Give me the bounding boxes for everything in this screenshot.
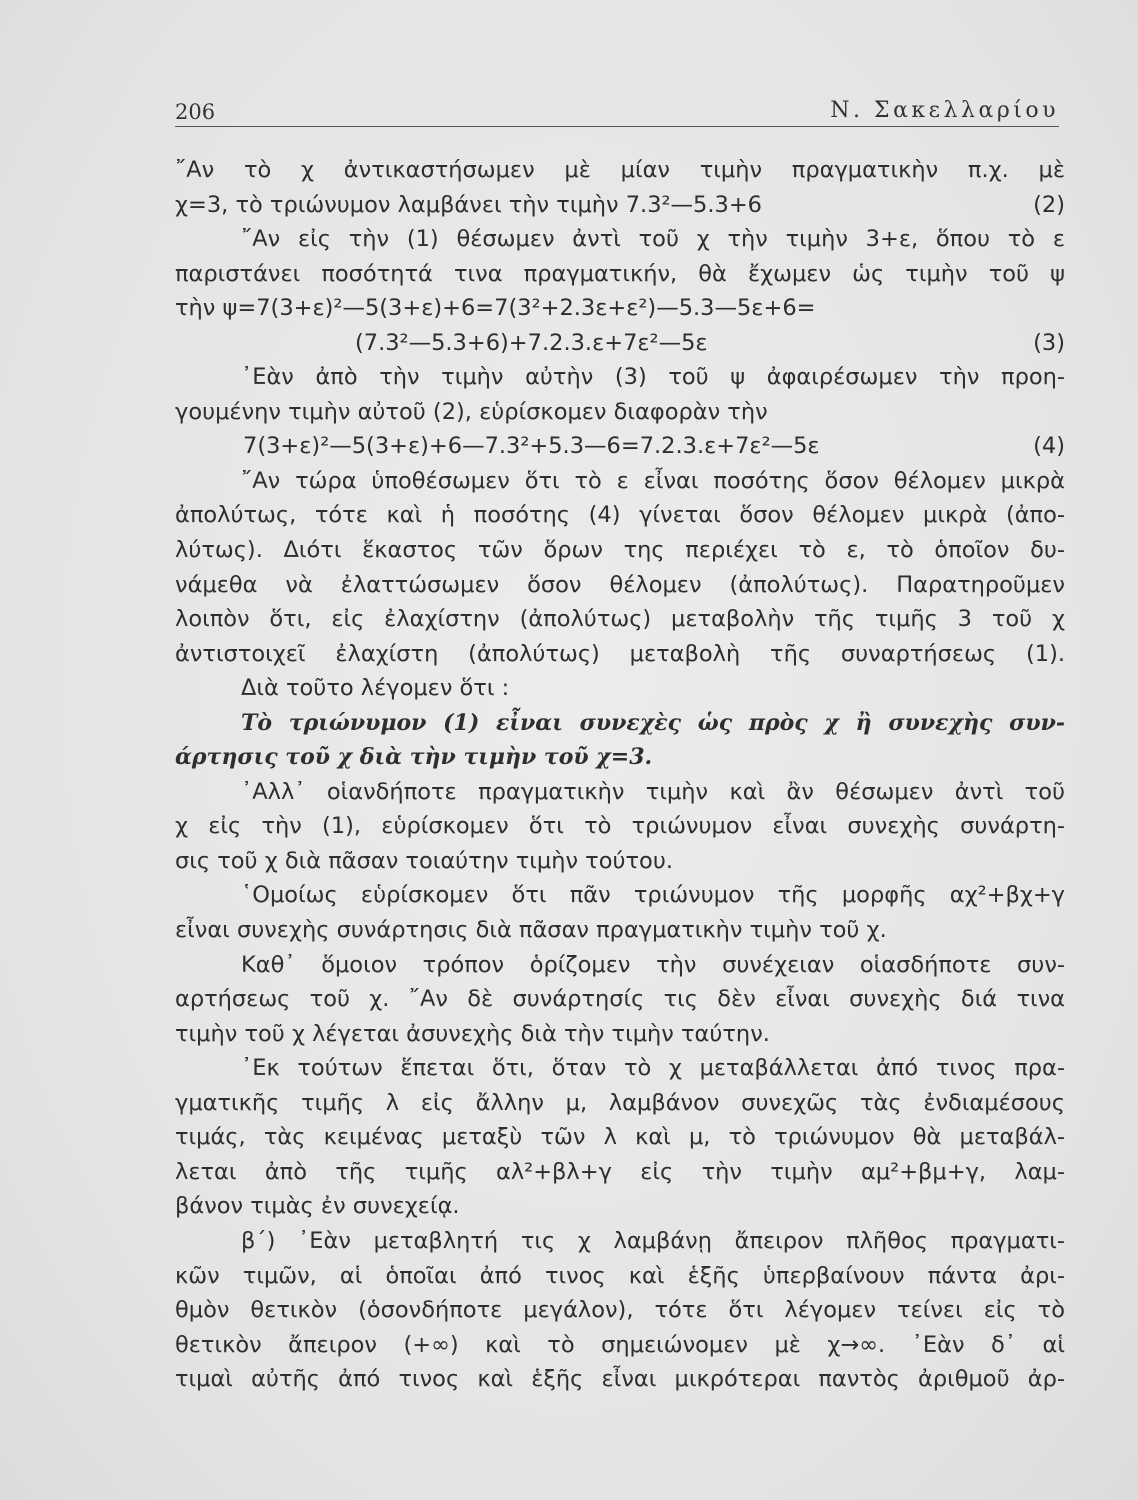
text-line	[175, 257, 1065, 292]
text-line	[175, 1259, 1065, 1294]
line-text: ῎Αν τώρα ὑποθέσωμεν ὅτι τὸ ε εἶναι ποσότης ὅσον θέλομεν μικρὰ	[241, 467, 1065, 494]
equation-number: (2)	[1033, 191, 1065, 218]
equation-number: (4)	[1033, 433, 1065, 460]
text-line	[175, 1051, 1065, 1086]
text-line	[175, 429, 1065, 464]
line-text: χ=3, τὸ τριώνυμον λαμβάνει τὴν τιμὴν 7.3²—5.3+6	[175, 191, 762, 218]
line-text: ἀντιστοιχεῖ ἐλαχίστη (ἀπολύτως) μεταβολὴ τῆς συναρτήσεως (1).	[175, 640, 1065, 667]
text-line	[175, 464, 1065, 499]
text-line	[175, 740, 1065, 775]
running-head: Ν. Σακελλαρίου	[830, 98, 1059, 123]
line-text: Διὰ τοῦτο λέγομεν ὅτι :	[241, 675, 510, 702]
line-text: ῎Αν εἰς τὴν (1) θέσωμεν ἀντὶ τοῦ χ τὴν τιμὴν 3+ε, ὅπου τὸ ε	[241, 226, 1065, 253]
line-text: παριστάνει ποσότητά τινα πραγματικήν, θὰ ἔχωμεν ὡς τιμὴν τοῦ ψ	[175, 260, 1065, 287]
line-text: βάνον τιμὰς ἐν συνεχείᾳ.	[175, 1193, 460, 1220]
text-line	[175, 1362, 1065, 1397]
line-text: λοιπὸν ὅτι, εἰς ἐλαχίστην (ἀπολύτως) μεταβολὴν τῆς τιμῆς 3 τοῦ χ	[175, 606, 1065, 633]
line-text: Τὸ τριώνυμον (1) εἶναι συνεχὲς ὡς πρὸς χ ἢ συνεχὴς συν-	[241, 709, 1065, 736]
line-text: αρτήσεως τοῦ χ. ῎Αν δὲ συνάρτησίς τις δὲν εἶναι συνεχὴς διά τινα	[175, 986, 1065, 1013]
line-text: τιμὴν τοῦ χ λέγεται ἀσυνεχὴς διὰ τὴν τιμὴν ταύτην.	[175, 1020, 770, 1047]
text-line	[175, 706, 1065, 741]
page-number: 206	[175, 100, 216, 124]
text-line	[175, 809, 1065, 844]
text-line	[175, 291, 1065, 326]
text-line	[175, 188, 1065, 223]
text-line	[175, 878, 1065, 913]
text-line	[175, 775, 1065, 810]
text-line	[175, 982, 1065, 1017]
line-text: τιμάς, τὰς κειμένας μεταξὺ τῶν λ καὶ μ, τὸ τριώνυμον θὰ μεταβάλ-	[175, 1124, 1065, 1151]
line-text: ᾿Αλλ᾿ οἱανδήποτε πραγματικὴν τιμὴν καὶ ἂν θέσωμεν ἀντὶ τοῦ	[241, 778, 1065, 805]
text-line	[175, 533, 1065, 568]
text-line	[175, 1120, 1065, 1155]
line-text: (7.3²—5.3+6)+7.2.3.ε+7ε²—5ε	[355, 329, 708, 356]
line-text: λύτως). Διότι ἕκαστος τῶν ὅρων της περιέχει τὸ ε, τὸ ὁποῖον δυ-	[175, 537, 1065, 564]
line-text: άρτησις τοῦ χ διὰ τὴν τιμὴν τοῦ χ=3.	[175, 744, 653, 771]
text-line	[175, 222, 1065, 257]
text-line	[175, 1017, 1065, 1052]
text-line	[175, 568, 1065, 603]
line-text: θμὸν θετικὸν (ὁσονδήποτε μεγάλον), τότε ὅτι λέγομεν τείνει εἰς τὸ	[175, 1297, 1065, 1324]
text-line	[175, 844, 1065, 879]
line-text: ῾Ομοίως εὑρίσκομεν ὅτι πᾶν τριώνυμον τῆς μορφῆς αχ²+βχ+γ	[241, 882, 1065, 909]
text-line	[175, 948, 1065, 983]
text-line	[175, 1328, 1065, 1363]
line-text: κῶν τιμῶν, αἱ ὁποῖαι ἀπό τινος καὶ ἑξῆς ὑπερβαίνουν πάντα ἀρι-	[175, 1262, 1065, 1289]
line-text: γματικῆς τιμῆς λ εἰς ἄλλην μ, λαμβάνον συνεχῶς τὰς ἐνδιαμέσους	[175, 1089, 1065, 1116]
line-text: χ εἰς τὴν (1), εὑρίσκομεν ὅτι τὸ τριώνυμον εἶναι συνεχὴς συνάρτη-	[175, 813, 1065, 840]
text-line	[175, 671, 1065, 706]
page-header	[175, 96, 1059, 127]
line-text: νάμεθα νὰ ἐλαττώσωμεν ὅσον θέλομεν (ἀπολύτως). Παρατηροῦμεν	[175, 571, 1065, 598]
text-line	[175, 498, 1065, 533]
text-line	[175, 637, 1065, 672]
text-line	[175, 1155, 1065, 1190]
text-line	[175, 913, 1065, 948]
line-text: τιμαὶ αὐτῆς ἀπό τινος καὶ ἑξῆς εἶναι μικρότεραι παντὸς ἀριθμοῦ ἀρ-	[175, 1366, 1065, 1393]
line-text: ῎Αν τὸ χ ἀντικαστήσωμεν μὲ μίαν τιμὴν πραγματικὴν π.χ. μὲ	[175, 157, 1065, 183]
line-text: λεται ἀπὸ τῆς τιμῆς αλ²+βλ+γ εἰς τὴν τιμὴν αμ²+βμ+γ, λαμ-	[175, 1158, 1065, 1185]
text-line	[175, 360, 1065, 395]
text-line	[175, 1189, 1065, 1224]
line-text: β΄) ᾿Εὰν μεταβλητή τις χ λαμβάνῃ ἄπειρον πλῆθος πραγματι-	[241, 1227, 1065, 1254]
text-line	[175, 153, 1065, 188]
equation-number: (3)	[1033, 329, 1065, 356]
body-text	[175, 153, 1065, 1397]
line-text: σις τοῦ χ διὰ πᾶσαν τοιαύτην τιμὴν τούτου.	[175, 847, 673, 874]
line-text: ᾿Εκ τούτων ἕπεται ὅτι, ὅταν τὸ χ μεταβάλλεται ἀπό τινος πρα-	[241, 1055, 1065, 1082]
text-line	[175, 395, 1065, 430]
line-text: τὴν ψ=7(3+ε)²—5(3+ε)+6=7(3²+2.3ε+ε²)—5.3—5ε+6=	[175, 295, 816, 322]
text-line	[175, 602, 1065, 637]
line-text: ἀπολύτως, τότε καὶ ἡ ποσότης (4) γίνεται ὅσον θέλομεν μικρὰ (ἀπο-	[175, 502, 1065, 529]
line-text: ᾿Εὰν ἀπὸ τὴν τιμὴν αὐτὴν (3) τοῦ ψ ἀφαιρέσωμεν τὴν προη-	[241, 364, 1065, 391]
line-text: Καθ᾿ ὅμοιον τρόπον ὁρίζομεν τὴν συνέχειαν οἱασδήποτε συν-	[241, 951, 1065, 978]
line-text: θετικὸν ἄπειρον (+∞) καὶ τὸ σημειώνομεν μὲ χ→∞. ᾿Εὰν δ᾿ αἱ	[175, 1331, 1065, 1358]
line-text: γουμένην τιμὴν αὐτοῦ (2), εὑρίσκομεν διαφορὰν τὴν	[175, 398, 768, 425]
text-line	[175, 1293, 1065, 1328]
line-text: εἶναι συνεχὴς συνάρτησις διὰ πᾶσαν πραγματικὴν τιμὴν τοῦ χ.	[175, 917, 887, 944]
text-line	[175, 326, 1065, 361]
line-text: 7(3+ε)²—5(3+ε)+6—7.3²+5.3—6=7.2.3.ε+7ε²—5ε	[243, 433, 820, 460]
text-line	[175, 1086, 1065, 1121]
text-line	[175, 1224, 1065, 1259]
